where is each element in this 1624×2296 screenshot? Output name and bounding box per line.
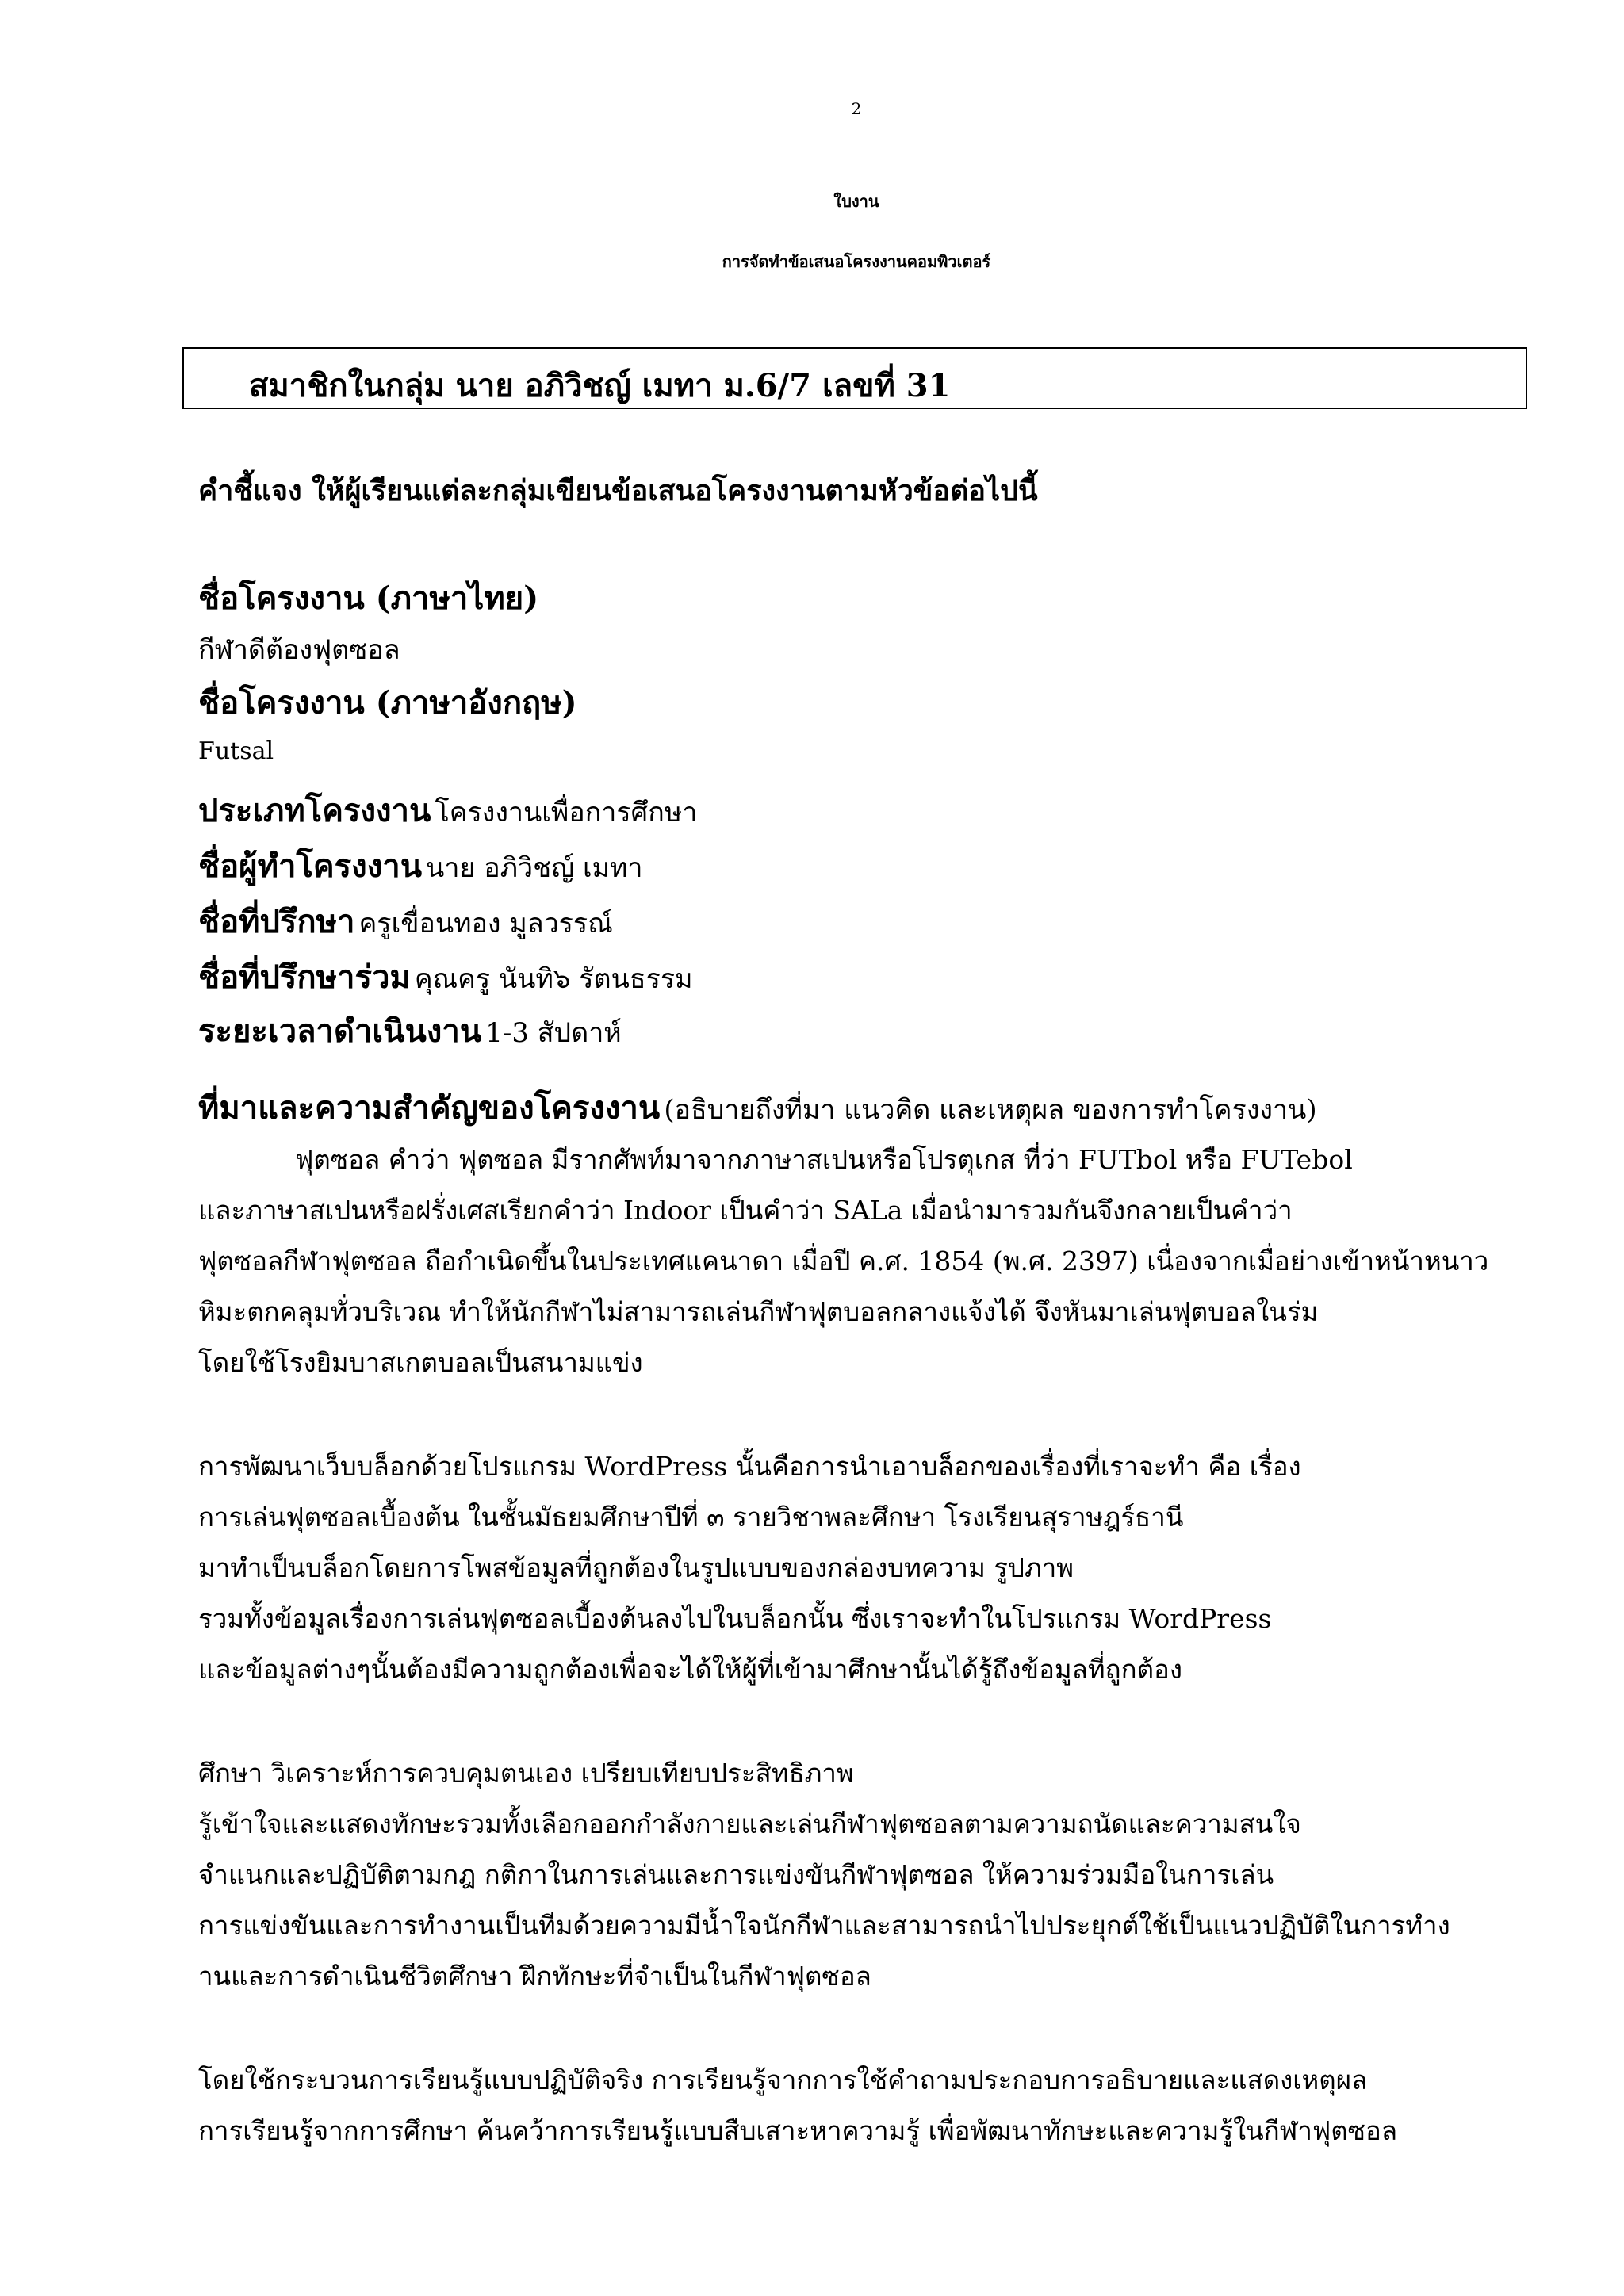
paragraph-line: การเรียนรู้จากการศึกษา ค้นคว้าการเรียนรู้แบบสืบเสาะหาความรู้ เพื่อพัฒนาทักษะและความรู้ในกีฬาฟุตซอล <box>198 2115 1398 2146</box>
project-name-th-value: กีฬาดีต้องฟุตซอล <box>198 634 400 666</box>
members-box <box>182 347 1527 409</box>
paragraph-line: านและการดำเนินชีวิตศึกษา ฝึกทักษะที่จำเป็นในกีฬาฟุตซอล <box>198 1961 871 1992</box>
paragraph-line: ศึกษา วิเคราะห์การควบคุมตนเอง เปรียบเทียบประสิทธิภาพ <box>198 1758 854 1789</box>
duration-label: ระยะเวลาดำเนินงาน <box>198 1012 482 1050</box>
project-name-en-label: ชื่อโครงงาน (ภาษาอังกฤษ) <box>198 684 577 721</box>
duration-value: 1-3 สัปดาห์ <box>485 1017 622 1049</box>
advisor-label: ชื่อที่ปรึกษา <box>198 903 355 940</box>
paragraph-line: โดยใช้กระบวนการเรียนรู้แบบปฏิบัติจริง การเรียนรู้จากการใช้คำถามประกอบการอธิบายและแสดงเหตุผล <box>198 2064 1368 2095</box>
background-hint: (อธิบายถึงที่มา แนวคิด และเหตุผล ของการทำโครงงาน) <box>664 1094 1317 1126</box>
paragraph-line: และข้อมูลต่างๆนั้นต้องมีความถูกต้องเพื่อจะได้ให้ผู้ที่เข้ามาศึกษานั้นได้รู้ถึงข้อมูลที่ถูกต้อง <box>198 1654 1182 1685</box>
paragraph-line: รู้เข้าใจและแสดงทักษะรวมทั้งเลือกออกกำลังกายและเล่นกีฬาฟุตซอลตามความถนัดและความสนใจ <box>198 1808 1301 1839</box>
members-text: สมาชิกในกลุ่ม นาย อภิวิชญ์ เมทา ม.6/7 เลขที่ 31 <box>249 367 951 404</box>
project-name-en-value: Futsal <box>198 737 274 765</box>
project-type-value: โครงงานเพื่อการศึกษา <box>435 797 698 828</box>
author-row <box>198 840 643 891</box>
project-type-row <box>198 785 697 836</box>
paragraph-line: โดยใช้โรงยิมบาสเกตบอลเป็นสนามแข่ง <box>198 1347 643 1378</box>
duration-row <box>198 1005 622 1056</box>
worksheet-subtitle: การจัดทำข้อเสนอโครงงานคอมพิวเตอร์ <box>722 252 991 271</box>
coadvisor-value: คุณครู นันทิ๖ รัตนธรรม <box>414 963 693 995</box>
paragraph-line: รวมทั้งข้อมูลเรื่องการเล่นฟุตซอลเบื้องต้นลงไปในบล็อกนั้น ซึ่งเราจะทำในโปรแกรม WordPress <box>198 1603 1272 1634</box>
advisor-value: ครูเขื่อนทอง มูลวรรณ์ <box>358 908 613 939</box>
advisor-row <box>198 896 613 947</box>
paragraph-line: ฟุตซอล คำว่า ฟุตซอล มีรากศัพท์มาจากภาษาสเปนหรือโปรตุเกส ที่ว่า FUTbol หรือ FUTebol <box>295 1144 1353 1175</box>
paragraph-line: มาทำเป็นบล็อกโดยการโพสข้อมูลที่ถูกต้องในรูปแบบของกล่องบทความ รูปภาพ <box>198 1552 1074 1583</box>
coadvisor-row <box>198 951 693 1002</box>
project-name-th-label: ชื่อโครงงาน (ภาษาไทย) <box>198 580 539 617</box>
paragraph-line: หิมะตกคลุมทั่วบริเวณ ทำให้นักกีฬาไม่สามารถเล่นกีฬาฟุตบอลกลางแจ้งได้ จึงหันมาเล่นฟุตบอลในร่ม <box>198 1296 1319 1327</box>
worksheet-title: ใบงาน <box>833 192 879 211</box>
paragraph-line: การแข่งขันและการทำงานเป็นทีมด้วยความมีน้ำใจนักกีฬาและสามารถนำไปประยุกต์ใช้เป็นแนวปฏิบัติในการทำง <box>198 1910 1450 1941</box>
coadvisor-label: ชื่อที่ปรึกษาร่วม <box>198 959 411 996</box>
page-number: 2 <box>851 99 862 118</box>
background-heading <box>198 1082 1317 1133</box>
project-type-label: ประเภทโครงงาน <box>198 792 431 829</box>
author-value: นาย อภิวิชญ์ เมทา <box>426 852 643 884</box>
instruction: คำชี้แจง ให้ผู้เรียนแต่ละกลุ่มเขียนข้อเสนอโครงงานตามหัวข้อต่อไปนี้ <box>198 474 1038 507</box>
paragraph-line: และภาษาสเปนหรือฝรั่งเศสเรียกคำว่า Indoor เป็นคำว่า SALa เมื่อนำมารวมกันจึงกลายเป็นคำว่า <box>198 1195 1293 1226</box>
paragraph-line: การพัฒนาเว็บบล็อกด้วยโปรแกรม WordPress นั้นคือการนำเอาบล็อกของเรื่องที่เราจะทำ คือ เรื่อง <box>198 1451 1301 1482</box>
author-label: ชื่อผู้ทำโครงงาน <box>198 848 423 885</box>
paragraph-line: จำแนกและปฏิบัติตามกฎ กติกาในการเล่นและการแข่งขันกีฬาฟุตซอล ให้ความร่วมมือในการเล่น <box>198 1859 1274 1890</box>
paragraph-line: การเล่นฟุตซอลเบื้องต้น ในชั้นมัธยมศึกษาปีที่ ๓ รายวิชาพละศึกษา โรงเรียนสุราษฎร์ธานี <box>198 1502 1184 1533</box>
background-label: ที่มาและความสำคัญของโครงงาน <box>198 1089 661 1127</box>
paragraph-line: ฟุตซอลกีฬาฟุตซอล ถือกำเนิดขึ้นในประเทศแคนาดา เมื่อปี ค.ศ. 1854 (พ.ศ. 2397) เนื่องจากเมื่อย่างเข้าหน้าหนาว <box>198 1246 1489 1276</box>
